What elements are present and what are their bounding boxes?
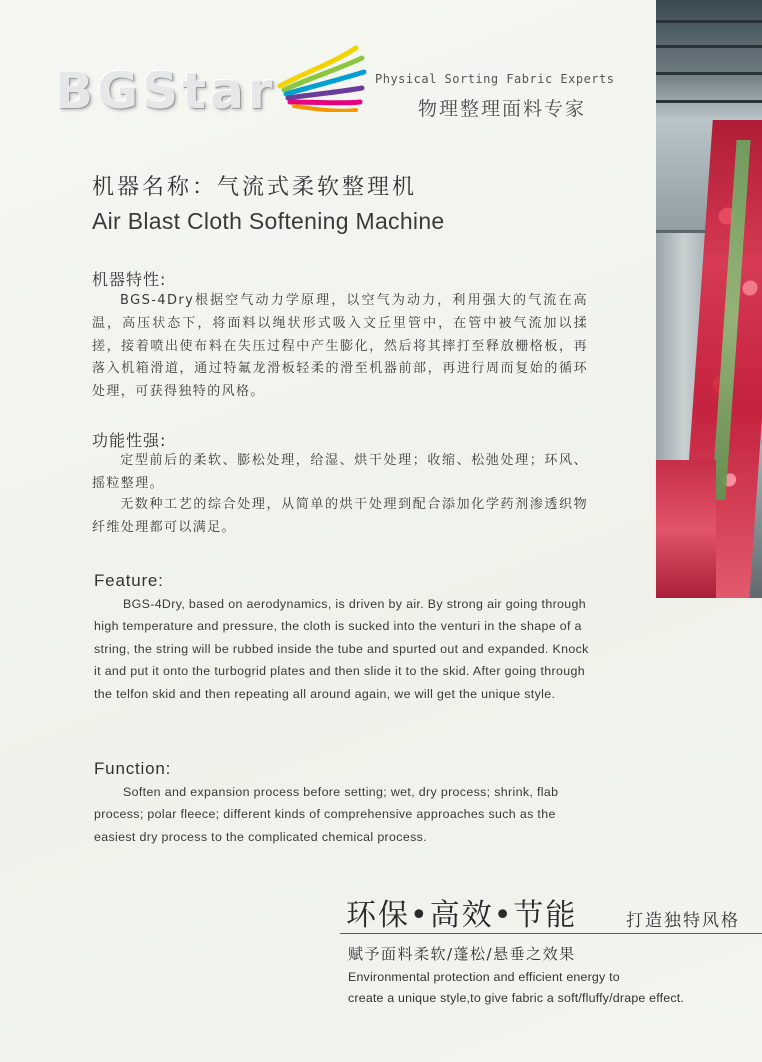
effect-en-line-2: create a unique style,to give fabric a soft/fluffy/drape effect. bbox=[348, 991, 685, 1005]
feature-en-heading: Feature: bbox=[94, 571, 164, 590]
effect-en-line-1: Environmental protection and efficient energy to bbox=[348, 970, 620, 984]
slogan-sub: 打造独特风格 bbox=[626, 911, 740, 931]
functions-cn-heading: 功能性强: bbox=[92, 431, 167, 450]
functions-cn-body-2: 无数种工艺的综合处理，从简单的烘干处理到配合添加化学药剂渗透织物纤维处理都可以满足。 bbox=[92, 497, 588, 535]
features-cn-body: BGS-4Dry根据空气动力学原理，以空气为动力，利用强大的气流在高温，高压状态下，将面料以绳状形式吸入文丘里管中，在管中被气流加以揉搓，接着喷出使布料在失压过程中产生膨化，然后将其摔打至释放栅格板，再落入机箱滑道，通过特氟龙滑板轻柔的滑至机器前部，再进行周而复始的循环处理，可获得独特的风格。 bbox=[92, 293, 588, 400]
effect-cn: 赋予面料柔软/蓬松/悬垂之效果 bbox=[348, 945, 576, 963]
brand-swoosh-icon bbox=[276, 42, 368, 112]
brand-tagline-en: Physical Sorting Fabric Experts bbox=[375, 72, 615, 86]
functions-cn-body-1: 定型前后的柔软、膨松处理，给湿、烘干处理；收缩、松弛处理；环风、摇粒整理。 bbox=[92, 453, 588, 491]
machine-title-en: Air Blast Cloth Softening Machine bbox=[92, 208, 445, 234]
features-cn-heading: 机器特性: bbox=[92, 270, 167, 289]
effect-en bbox=[348, 967, 748, 1009]
feature-en-body: BGS-4Dry, based on aerodynamics, is driven by air. By strong air going through high temperature and pressure, the cloth is sucked into the venturi in the shape of a string, the string will be rubbed inside the tube and spurted out and expanded. Knock it and put it onto the turbogrid plates and then slide it to the skid. After going through the telfon skid and then repeating all around again, we will get the unique style. bbox=[94, 597, 589, 701]
brand-tagline-cn: 物理整理面料专家 bbox=[418, 98, 587, 120]
function-en-heading: Function: bbox=[94, 759, 172, 778]
machine-fabric-photo bbox=[656, 0, 762, 598]
function-en-body: Soften and expansion process before setting; wet, dry process; shrink, flab process; polar fleece; different kinds of comprehensive approaches such as the easiest dry process to the complicated chemical process. bbox=[94, 785, 559, 844]
slogan-main: 环保•高效•节能 bbox=[346, 898, 578, 933]
machine-title-cn: 机器名称：气流式柔软整理机 bbox=[92, 175, 418, 200]
divider-rule bbox=[340, 933, 762, 934]
brand-logo-text: BGStar bbox=[55, 62, 277, 120]
